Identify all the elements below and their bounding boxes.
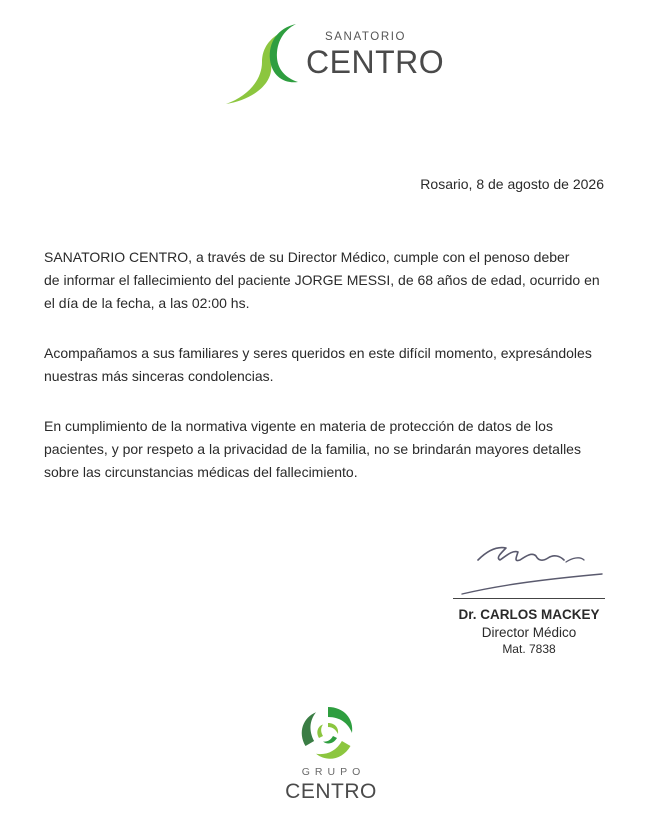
paragraph-line: En cumplimiento de la normativa vigente en materia de protección de datos de los: [44, 418, 553, 434]
footer-logo-centro: CENTRO: [285, 780, 377, 803]
paragraph-line: el día de la fecha, a las 02:00 hs.: [44, 295, 250, 311]
document-date: Rosario, 8 de agosto de 2026: [420, 176, 604, 192]
paragraph-line: Acompañamos a sus familiares y seres queridos en este difícil momento, expresándoles: [44, 345, 592, 361]
handwritten-signature-icon: [456, 536, 606, 606]
logo-text-centro: CENTRO: [306, 44, 445, 80]
logo-text-sanatorio: SANATORIO: [325, 31, 407, 43]
signature-line: [453, 598, 605, 599]
green-s-swoosh-icon: [222, 18, 312, 110]
paragraph-line: SANATORIO CENTRO, a través de su Director Médico, cumple con el penoso deber: [44, 249, 570, 265]
signer-name: Dr. CARLOS MACKEY: [458, 607, 600, 622]
paragraph-line: pacientes, y por respeto a la privacidad de la familia, no se brindarán mayores detalles: [44, 441, 581, 457]
green-swirl-icon: [296, 702, 360, 764]
paragraph-privacy: [44, 415, 614, 484]
paragraph-condolences: [44, 342, 614, 388]
header-logo: [222, 18, 445, 110]
footer-logo: [266, 700, 396, 810]
footer-logo-grupo: GRUPO: [301, 766, 366, 778]
paragraph-announcement: [44, 246, 614, 315]
paragraph-line: de informar el fallecimiento del paciente JORGE MESSI, de 68 años de edad, ocurrido en: [44, 272, 600, 288]
paragraph-line: nuestras más sinceras condolencias.: [44, 368, 274, 384]
signer-registration: Mat. 7838: [502, 642, 556, 656]
paragraph-line: sobre las circunstancias médicas del fallecimiento.: [44, 464, 358, 480]
signer-role: Director Médico: [481, 625, 577, 640]
